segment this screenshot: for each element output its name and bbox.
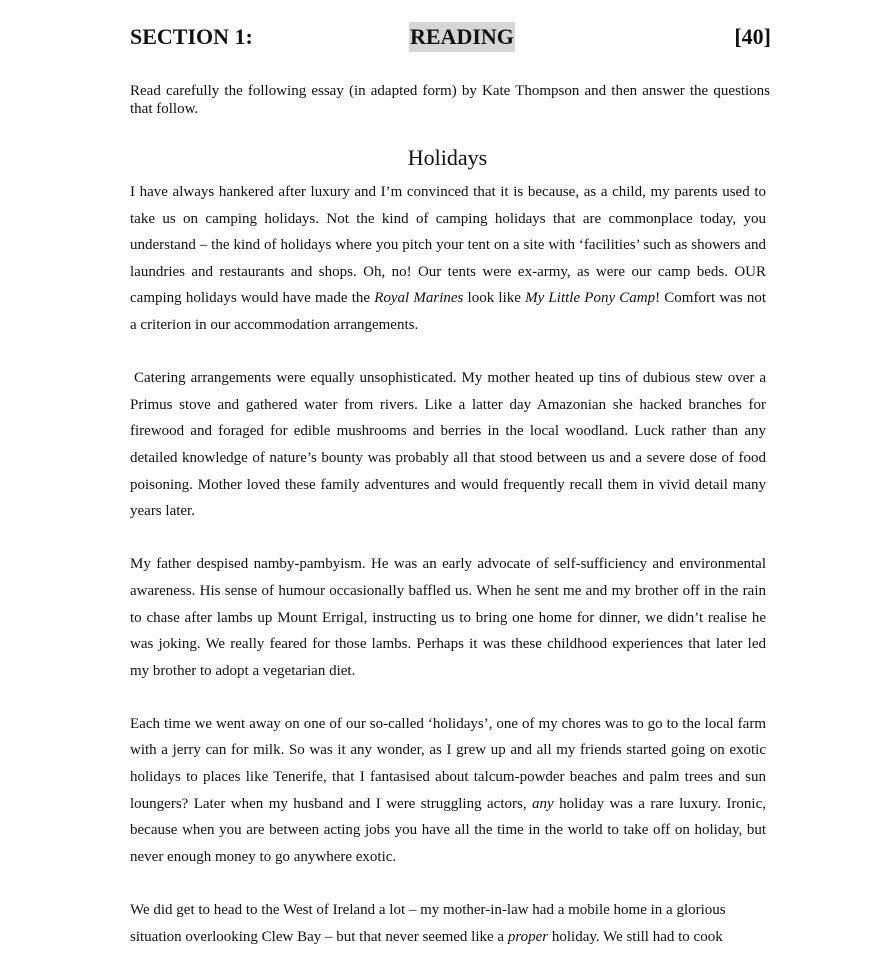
instructions: Read carefully the following essay (in adapted form) by Kate Thompson and then answer the questions that follow.	[130, 83, 770, 117]
section-label: SECTION 1:	[130, 24, 253, 49]
italic-royal-marines: Royal Marines	[374, 290, 464, 307]
section-title: READING	[409, 22, 515, 52]
italic-pony-camp: My Little Pony Camp	[525, 290, 656, 307]
paragraph-1: I have always hankered after luxury and I’m convinced that it is because, as a child, my parents used to take us on camping holidays. Not the kind of camping holidays that are commonplace today, you understand – the kind of holidays where you pitch your tent on a site with ‘facilities’ such as showers and laundries and restaurants and shops. Oh, no! Our tents were ex-army, as were our camp beds. OUR camping holidays would have made the Royal Marines look like My Little Pony Camp! Comfort was not a criterion in our accommodation arrangements.	[130, 184, 766, 333]
essay-title: Holidays	[407, 145, 488, 170]
italic-proper: proper	[507, 928, 549, 945]
italic-any: any	[532, 795, 554, 812]
paragraph-2: Catering arrangements were equally unsophisticated. My mother heated up tins of dubious stew over a Primus stove and gathered water from rivers. Like a latter day Amazonian she hacked branches for firewood and foraged for edible mushrooms and berries in the local woodland. Luck rather than any detailed knowledge of nature’s bounty was probably all that stood between us and a severe dose of food poisoning. Mother loved these family adventures and would frequently recall them in vivid detail many years later.	[130, 370, 766, 520]
paragraph-5: We did get to head to the West of Ireland a lot – my mother-in-law had a mobile home in a glorious situation overlooking Clew Bay – but that never seemed like a proper holiday. We still had to cook	[130, 902, 726, 945]
section-header	[130, 22, 771, 52]
section-marks: [40]	[734, 24, 771, 49]
essay-body	[130, 179, 766, 950]
paragraph-4: Each time we went away on one of our so-called ‘holidays’, one of my chores was to go to the local farm with a jerry can for milk. So was it any wonder, as I grew up and all my friends started going on exotic holidays to places like Tenerife, that I fantasised about talcum-powder beaches and palm trees and sun loungers? Later when my husband and I were struggling actors, any holiday was a rare luxury. Ironic, because when you are between acting jobs you have all the time in the world to take off on holiday, but never enough money to go anywhere exotic.	[130, 715, 766, 865]
paragraph-3: My father despised namby-pambyism. He was an early advocate of self-sufficiency and environmental awareness. His sense of humour occasionally baffled us. When he sent me and my brother off in the rain to chase after lambs up Mount Errigal, instructing us to bring one home for dinner, we didn’t realise he was joking. We really feared for those lambs. Perhaps it was these childhood experiences that later led my brother to adopt a vegetarian diet.	[130, 556, 766, 679]
